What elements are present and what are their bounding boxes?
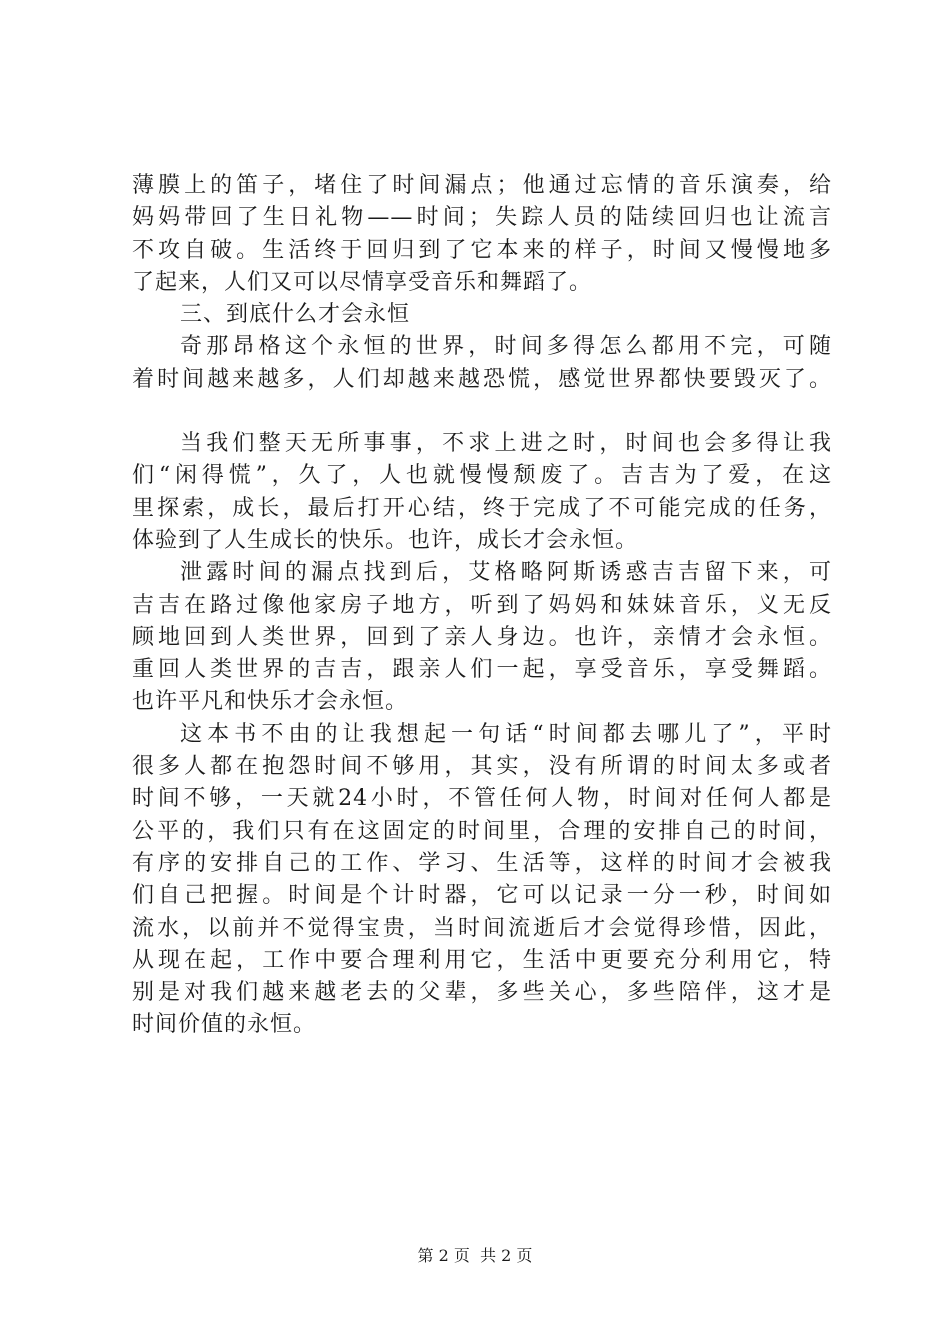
text-line: 别是对我们越来越老去的父辈，多些关心，多些陪伴，这才是: [132, 980, 832, 1006]
section-heading: 三、到底什么才会永恒: [180, 302, 411, 328]
text-line: 了起来，人们又可以尽情享受音乐和舞蹈了。: [132, 269, 593, 295]
text-line: 从现在起，工作中要合理利用它，生活中更要充分利用它，特: [132, 947, 832, 973]
document-body: [132, 170, 832, 1042]
text-line: 时间价值的永恒。: [132, 1012, 317, 1038]
text-line: 里探索，成长，最后打开心结，终于完成了不可能完成的任务，: [132, 495, 832, 521]
text-line: 当我们整天无所事事，不求上进之时，时间也会多得让我: [180, 431, 832, 457]
text-line: 流水，以前并不觉得宝贵，当时间流逝后才会觉得珍惜，因此，: [132, 915, 832, 941]
text-line: 体验到了人生成长的快乐。也许，成长才会永恒。: [132, 527, 639, 553]
text-line: 着时间越来越多，人们却越来越恐慌，感觉世界都快要毁灭了。: [132, 366, 832, 392]
text-line: 公平的，我们只有在这固定的时间里，合理的安排自己的时间，: [132, 818, 832, 844]
text-line: 薄膜上的笛子，堵住了时间漏点；他通过忘情的音乐演奏，给: [132, 173, 832, 198]
text-line: 妈妈带回了生日礼物——时间；失踪人员的陆续回归也让流言: [132, 205, 832, 231]
page-number-label: 第 2 页 共 2 页: [417, 1246, 533, 1265]
text-line: 很多人都在抱怨时间不够用，其实，没有所谓的时间太多或者: [132, 754, 832, 780]
page-footer: [0, 1243, 950, 1266]
text-line: 泄露时间的漏点找到后，艾格略阿斯诱惑吉吉留下来，可: [180, 560, 832, 586]
paragraph-gap: [132, 396, 832, 428]
text-line: 们自己把握。时间是个计时器，它可以记录一分一秒，时间如: [132, 883, 832, 909]
text-line: 不攻自破。生活终于回归到了它本来的样子，时间又慢慢地多: [132, 237, 832, 263]
text-line: 重回人类世界的吉吉，跟亲人们一起，享受音乐，享受舞蹈。: [132, 657, 832, 683]
text-line: 顾地回到人类世界，回到了亲人身边。也许，亲情才会永恒。: [132, 624, 832, 650]
text-line: 时间不够，一天就24小时，不管任何人物，时间对任何人都是: [132, 786, 832, 812]
text-line: 吉吉在路过像他家房子地方，听到了妈妈和妹妹音乐，义无反: [132, 592, 832, 618]
text-line: 有序的安排自己的工作、学习、生活等，这样的时间才会被我: [132, 850, 832, 876]
text-line: 这本书不由的让我想起一句话“时间都去哪儿了”，平时: [180, 721, 832, 747]
text-line: 们“闲得慌”，久了，人也就慢慢颓废了。吉吉为了爱，在这: [132, 463, 832, 489]
text-line: 奇那昂格这个永恒的世界，时间多得怎么都用不完，可随: [180, 334, 832, 360]
text-line: 也许平凡和快乐才会永恒。: [132, 689, 409, 715]
